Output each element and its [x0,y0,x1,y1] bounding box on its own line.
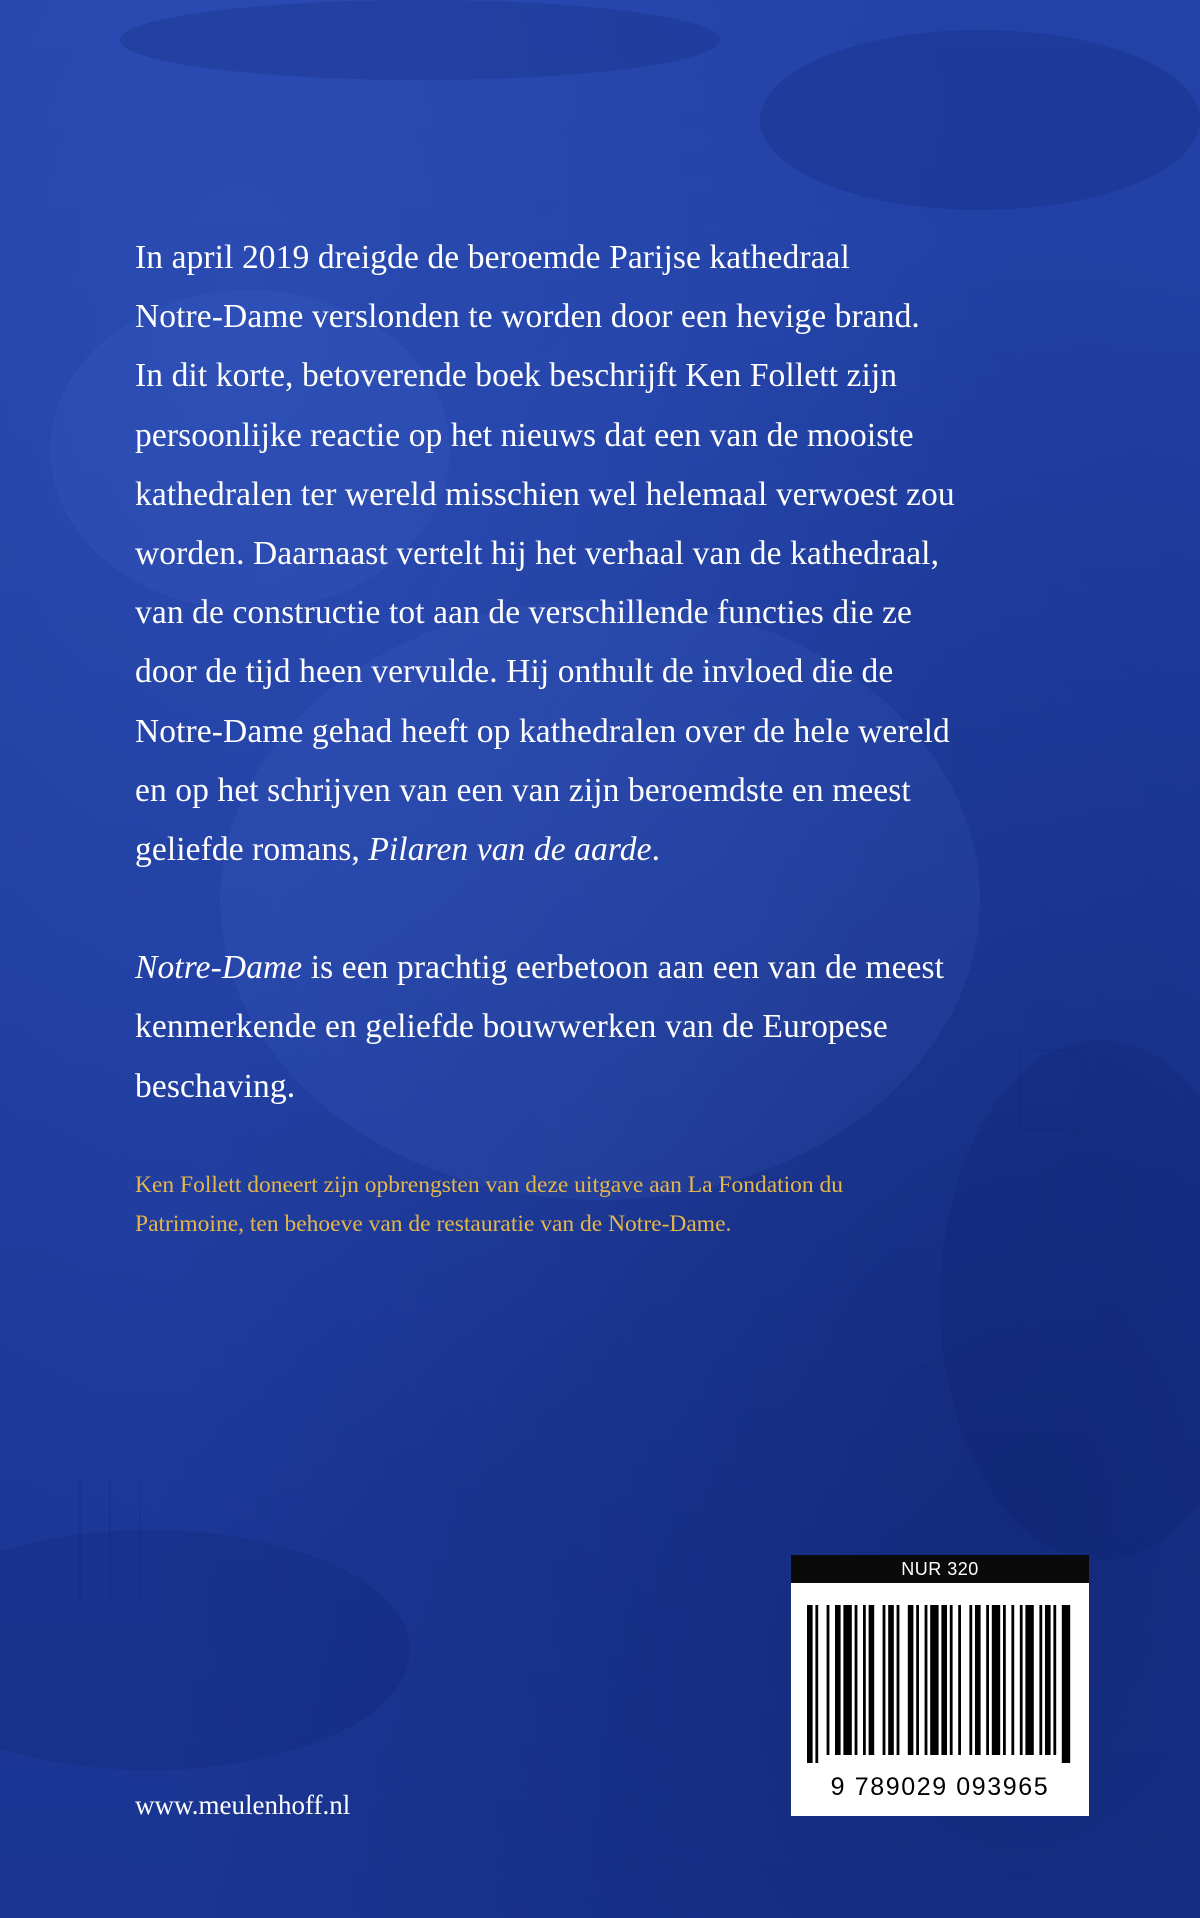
barcode-bar [1045,1605,1051,1755]
barcode-bar [950,1605,953,1755]
blurb-line: kenmerkende en geliefde bouwwerken van de Europese [135,1008,888,1046]
barcode-bar [930,1605,938,1755]
barcode-bar [843,1605,851,1755]
barcode-bar [815,1605,818,1763]
barcode-bar [1003,1605,1006,1755]
barcode-bar [975,1605,981,1755]
blurb-line-prefix: geliefde romans, [135,831,369,869]
barcode-bar [883,1605,886,1755]
blurb-line: persoonlijke reactie op het nieuws dat een van de mooiste [135,416,914,454]
barcode-bar [888,1605,894,1755]
blurb-line: van de constructie tot aan de verschillende functies die ze [135,594,913,632]
barcode-bar [992,1605,1000,1755]
blurb-paragraph-1 [135,228,1085,879]
barcode-bar [916,1605,919,1755]
barcode-bar [1011,1605,1014,1755]
publisher-website[interactable]: www.meulenhoff.nl [135,1790,351,1820]
barcode-bar [827,1605,830,1755]
blurb-line: en op het schrijven van een van zijn beroemdste en meest [135,771,911,809]
blurb-line: beschaving. [135,1067,296,1105]
barcode-bar [897,1605,900,1755]
book-title-pilaren: Pilaren van de aarde [368,831,652,869]
donation-note [135,1166,1075,1243]
barcode-bar [835,1605,841,1755]
blurb-line: worden. Daarnaast vertelt hij het verhaal van de kathedraal, [135,535,940,573]
barcode-bar [925,1605,928,1755]
barcode-bar [1062,1605,1070,1763]
isbn-barcode [791,1555,1089,1816]
blurb-line: kathedralen ter wereld misschien wel helemaal verwoest zou [135,475,955,513]
donation-line: Ken Follett doneert zijn opbrengsten van deze uitgave aan La Fondation du [135,1172,844,1198]
book-title-notre-dame: Notre-Dame [135,949,303,987]
barcode-bar [958,1605,961,1755]
barcode-bar [986,1605,989,1755]
donation-line: Patrimoine, ten behoeve van de restauratie van de Notre-Dame. [135,1210,732,1237]
blurb-paragraph-2 [135,938,1085,1116]
blurb [135,228,1085,1116]
barcode-bar [869,1605,875,1755]
barcode-bar [807,1605,813,1763]
blurb-line: Notre-Dame verslonden te worden door een hevige brand. [135,298,920,336]
blurb-line-suffix: . [651,831,661,869]
barcode-bar [969,1605,972,1755]
barcode-bars [807,1605,1073,1763]
blurb-line: In april 2019 dreigde de beroemde Parijse kathedraal [135,239,850,276]
nur-code: NUR 320 [791,1555,1089,1583]
barcode-bar [863,1605,866,1755]
blurb-line: door de tijd heen vervulde. Hij onthult de invloed die de [135,653,894,691]
barcode-bar [1020,1605,1023,1755]
barcode-bar [855,1605,858,1755]
blurb-line: is een prachtig eerbetoon aan een van de meest [302,949,945,987]
barcode-bar [908,1605,914,1755]
isbn-number: 9 789029 093965 [830,1773,1050,1801]
barcode-bar [1053,1605,1056,1755]
barcode-bar [1039,1605,1042,1755]
blurb-line: In dit korte, betoverende boek beschrijft Ken Follett zijn [135,357,898,395]
blurb-line: Notre-Dame gehad heeft op kathedralen over de hele wereld [135,712,950,750]
barcode-bar [1025,1605,1033,1755]
barcode-bar [941,1605,947,1755]
